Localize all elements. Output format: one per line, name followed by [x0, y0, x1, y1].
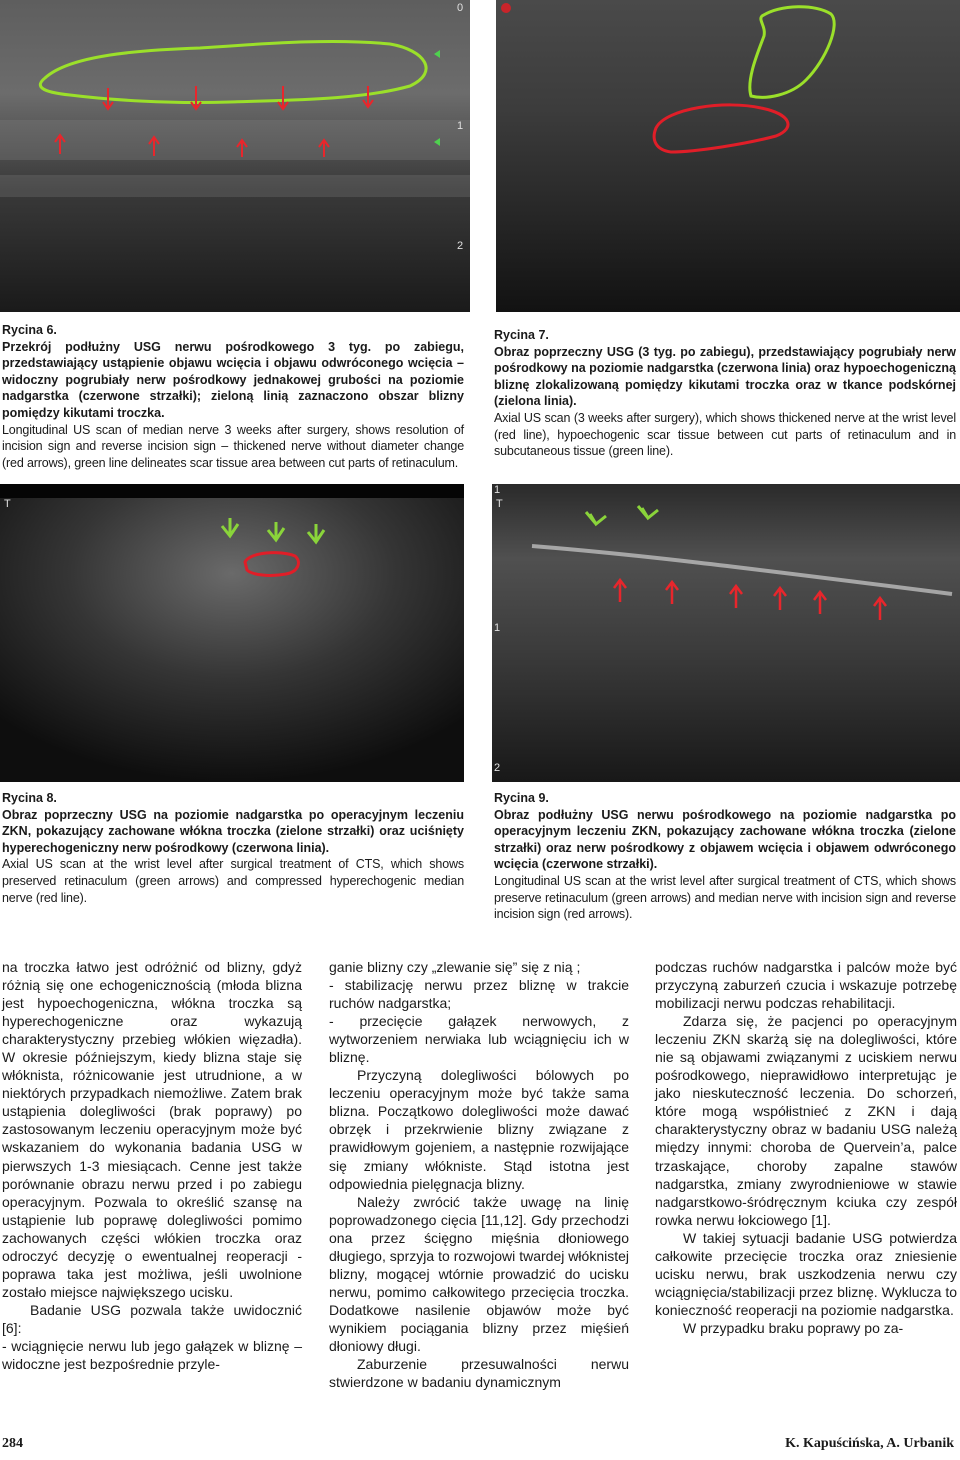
- figure-7-caption: [494, 327, 956, 460]
- body-column-1: [2, 958, 302, 1373]
- figure-9-caption: [494, 790, 956, 923]
- depth-marker-1a: 1: [494, 484, 501, 496]
- figure-6-ultrasound-drawing: [0, 0, 470, 312]
- figure-8-label: Rycina 8.: [2, 791, 57, 805]
- depth-marker-1: 1: [457, 120, 464, 132]
- figure-9-caption-en: Longitudinal US scan at the wrist level after surgical treatment of CTS, which shows preserve retinaculum (green arrows) and median nerve with incision sign and reverse incision sign (red arrows).: [494, 873, 956, 922]
- paragraph: - wciągnięcie nerwu lub jego gałązek w bliznę – widoczne jest bezpośrednie przyle-: [2, 1337, 302, 1373]
- paragraph: W przypadku braku poprawy po za-: [683, 1319, 904, 1336]
- figure-6-ultrasound: [0, 0, 470, 312]
- figure-7-label: Rycina 7.: [494, 328, 549, 342]
- paragraph: podczas ruchów nadgarstka i palców może być przyczyną zaburzeń czucia i wskazuje potrzebę mobilizacji nerwu podczas rehabilitacji.: [655, 959, 957, 1012]
- depth-marker-2: 2: [457, 240, 464, 252]
- figure-6-caption-pl: Przekrój podłużny USG nerwu pośrodkowego 3 tyg. po zabiegu, przedstawiający ustąpienie objawu wcięcia i objawu odwróconego wcięcia – widoczny pogrubiały nerw pośrodkowy jednakowej grubości na poziomie nadgarstka (czerwone strzałki); zieloną linią zaznaczono obszar blizny pomiędzy kikutami troczka.: [2, 339, 464, 420]
- page-number: 284: [2, 1436, 23, 1451]
- paragraph: - przecięcie gałązek nerwowych, z wytworzeniem nerwiaka lub wciągnięciu ich w bliznę.: [329, 1013, 629, 1066]
- paragraph: Należy zwrócić także uwagę na linię poprowadzonego cięcia [11,12]. Gdy przechodzi ona przez ścięgno mięśnia dłoniowego długiego, sprzyja to rozwojowi twardej włóknistej blizny, mogącej wtórnie prowadzić do ucisku nerwu, pomimo całkowitego przecięcia troczka. Dodatkowe nasilenie objawów może być wynikiem pociągania blizny przez mięśień dłoniowy długi.: [329, 1193, 629, 1354]
- paragraph: Zdarza się, że pacjenci po operacyjnym leczeniu ZKN skarżą się na dolegliwości, które nie są objawami związanymi z uciskiem nerwu pośrodkowego, nieprawidłowo interpretując je jako nieskuteczność leczenia. Do schorzeń, które mogą współistnieć z ZKN i dają charakterystyczny obraz w badaniu USG należą między innymi: choroba de Quervein’a, palce trzaskające, choroby zapalne stawów nadgarstka, zmiany zwyrodnieniowe w stawie nadgarstkowo-śródręcznym kciuka czy zespół rowka nerwu łokciowego [1].: [655, 1013, 957, 1228]
- figure-7-caption-en: Axial US scan (3 weeks after surgery), which shows thickened nerve at the wrist level (red line), hypoechogenic scar tissue between cut parts of retinaculum and in subcutaneous tissue (green line).: [494, 410, 956, 459]
- figure-9-ultrasound-drawing: [492, 484, 960, 782]
- paragraph: - stabilizację nerwu przez bliznę w trakcie ruchów nadgarstka;: [329, 977, 629, 1012]
- figure-6-caption-en: Longitudinal US scan of median nerve 3 weeks after surgery, shows resolution of incision sign and reverse incision sign – thickened nerve without diameter change (red arrows), green line delineates scar tissue area between cut parts of retinaculum.: [2, 422, 464, 470]
- figure-9-label: Rycina 9.: [494, 791, 549, 805]
- figure-7-ultrasound: [496, 0, 960, 312]
- figure-6-caption: [2, 322, 464, 471]
- body-column-3: [655, 958, 957, 1337]
- figure-9-caption-pl: Obraz podłużny USG nerwu pośrodkowego na poziomie nadgarstka po operacyjnym leczeniu ZKN, pokazujący zachowane włókna troczka (zielone strzałki) oraz nerw pośrodkowy z objawem wcięcia i objawem odwróconego wcięcia (czerwone strzałki).: [494, 807, 956, 872]
- figure-9-ultrasound: [492, 484, 960, 782]
- paragraph: W takiej sytuacji badanie USG potwierdza całkowite przecięcie troczka oraz zniesienie ucisku nerwu, brak uszkodzenia nerwu czy wciągnięcia/stabilizacji przez bliznę. Wyklucza to konieczność reoperacji na poziomie nadgarstka.: [655, 1229, 957, 1318]
- paragraph: na troczka łatwo jest odróżnić od blizny, gdyż różnią się one echogenicznością (młoda blizna jest hypoechogeniczna, włókna troczka są hyperechogeniczne oraz wykazują charakterystyczny przebieg włókien więzadła). W okresie późniejszym, kiedy blizna staje się włóknista, różnicowanie jest utrudnione, a w niektórych przypadkach niemożliwe. Zatem brak ustąpienia dolegliwości (brak poprawy) po zastosowanym leczeniu operacyjnym może być wskazaniem do wykonania badania USG w pierwszych 1-3 miesiącach. Cenne jest także porównanie obrazu nerwu przed i po zabiegu operacyjnym. Pozwala to określić szansę na ustąpienie lub poprawę dolegliwości pomimo zachowanych części włókien troczka oraz odroczyć decyzję o ewentualnej reoperacji - poprawa taka jest możliwa, jeśli uwolnione zostało miejsce największego ucisku.: [2, 959, 302, 1300]
- paragraph: Badanie USG pozwala także uwidocznić [6]:: [2, 1301, 302, 1336]
- paragraph: Zaburzenie przesuwalności nerwu stwierdzone w badaniu dynamicznym: [329, 1356, 629, 1391]
- depth-marker-2: 2: [494, 762, 501, 774]
- running-authors: K. Kapuścińska, A. Urbanik: [785, 1436, 954, 1451]
- figure-8-caption-pl: Obraz poprzeczny USG na poziomie nadgarstka po operacyjnym leczeniu ZKN, pokazujący zachowane włókna troczka (zielone strzałki) oraz uciśnięty hyperechogeniczny nerw pośrodkowy (czerwona linia).: [2, 807, 464, 855]
- figure-8-ultrasound-drawing: [0, 484, 464, 782]
- depth-marker-1b: 1: [494, 622, 501, 634]
- body-column-2: [329, 958, 629, 1391]
- paragraph: ganie blizny czy „zlewanie się” się z nią ;: [329, 959, 581, 975]
- figure-8-caption: [2, 790, 464, 906]
- figure-6-label: Rycina 6.: [2, 323, 57, 337]
- paragraph: Przyczyną dolegliwości bólowych po leczeniu operacyjnym może być także sama blizna. Początkowo dolegliwości może dawać obrzęk i przekrwienie blizny związane z prawidłowym gojeniem, a następnie rozwijające się zmiany włókniste. Stąd istotna jest odpowiednia pielęgnacja blizny.: [329, 1067, 629, 1192]
- figure-7-caption-pl: Obraz poprzeczny USG (3 tyg. po zabiegu), przedstawiający pogrubiały nerw pośrodkowy na poziomie nadgarstka (czerwona linia) oraz hypoechogeniczną bliznę zlokalizowaną pomiędzy kikutami troczka oraz w tkance podskórnej (zielona linia).: [494, 344, 956, 409]
- figure-8-caption-en: Axial US scan at the wrist level after surgical treatment of CTS, which shows preserved retinaculum (green arrows) and compressed hyperechogenic median nerve (red line).: [2, 857, 464, 905]
- depth-marker-0: 0: [457, 2, 464, 14]
- transducer-marker: T: [4, 498, 11, 510]
- figure-7-ultrasound-drawing: [496, 0, 960, 312]
- transducer-marker: T: [496, 498, 503, 510]
- figure-8-ultrasound: [0, 484, 464, 782]
